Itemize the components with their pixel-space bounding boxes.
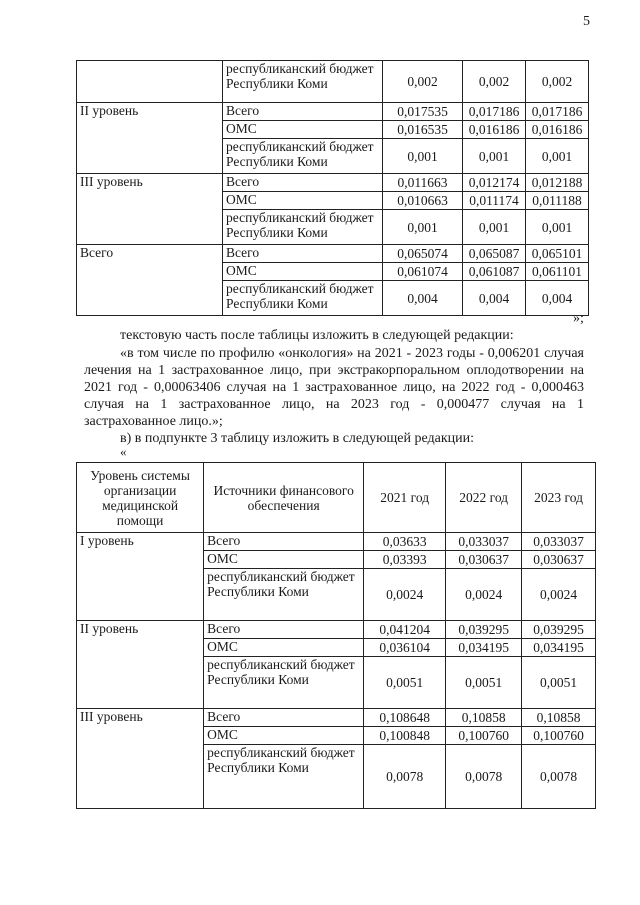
paragraph-subitem-3: в) в подпункте 3 таблицу изложить в следующей редакции:: [120, 431, 475, 446]
value-2021-cell: 0,017535: [383, 103, 463, 121]
value-2021-cell: 0,108648: [364, 709, 446, 727]
source-cell: республиканский бюджет Республики Коми: [204, 657, 364, 709]
value-2022-cell: 0,100760: [446, 727, 522, 745]
value-2022-cell: 0,0051: [446, 657, 522, 709]
value-2023-cell: 0,001: [526, 139, 589, 174]
source-cell: ОМС: [204, 639, 364, 657]
value-2023-cell: 0,017186: [526, 103, 589, 121]
value-2023-cell: 0,061101: [526, 263, 589, 281]
value-2023-cell: 0,016186: [526, 121, 589, 139]
closing-quote: »;: [573, 311, 584, 326]
table-new: [76, 462, 596, 809]
value-2023-cell: 0,0024: [522, 569, 596, 621]
value-2021-cell: 0,065074: [383, 245, 463, 263]
header-2021: 2021 год: [364, 463, 446, 533]
source-cell: республиканский бюджет Республики Коми: [223, 210, 383, 245]
value-2021-cell: 0,010663: [383, 192, 463, 210]
source-cell: ОМС: [223, 121, 383, 139]
table-row: [77, 621, 596, 639]
value-2022-cell: 0,065087: [463, 245, 526, 263]
level-cell: I уровень: [77, 533, 204, 621]
table-row: [77, 533, 596, 551]
value-2021-cell: 0,004: [383, 281, 463, 316]
level-cell: II уровень: [77, 621, 204, 709]
value-2022-cell: 0,0024: [446, 569, 522, 621]
header-source: Источники финансового обеспечения: [204, 463, 364, 533]
value-2021-cell: 0,011663: [383, 174, 463, 192]
value-2022-cell: 0,002: [463, 61, 526, 103]
source-cell: Всего: [204, 709, 364, 727]
opening-quote: «: [120, 444, 127, 459]
header-2023: 2023 год: [522, 463, 596, 533]
value-2022-cell: 0,0078: [446, 745, 522, 809]
value-2023-cell: 0,004: [526, 281, 589, 316]
value-2021-cell: 0,036104: [364, 639, 446, 657]
source-cell: ОМС: [204, 727, 364, 745]
level-cell: III уровень: [77, 174, 223, 245]
value-2022-cell: 0,033037: [446, 533, 522, 551]
value-2021-cell: 0,001: [383, 139, 463, 174]
value-2022-cell: 0,017186: [463, 103, 526, 121]
value-2021-cell: 0,002: [383, 61, 463, 103]
table-row: [77, 245, 589, 263]
value-2022-cell: 0,10858: [446, 709, 522, 727]
value-2021-cell: 0,0051: [364, 657, 446, 709]
value-2022-cell: 0,011174: [463, 192, 526, 210]
header-level: Уровень системы организации медицинской помощи: [77, 463, 204, 533]
page-number: 5: [583, 14, 590, 29]
value-2022-cell: 0,012174: [463, 174, 526, 192]
value-2023-cell: 0,065101: [526, 245, 589, 263]
header-2022: 2022 год: [446, 463, 522, 533]
value-2023-cell: 0,030637: [522, 551, 596, 569]
value-2022-cell: 0,016186: [463, 121, 526, 139]
value-2021-cell: 0,03633: [364, 533, 446, 551]
value-2023-cell: 0,0078: [522, 745, 596, 809]
level-cell: [77, 61, 223, 103]
value-2023-cell: 0,001: [526, 210, 589, 245]
value-2023-cell: 0,002: [526, 61, 589, 103]
source-cell: Всего: [204, 533, 364, 551]
source-cell: Всего: [204, 621, 364, 639]
value-2021-cell: 0,001: [383, 210, 463, 245]
table-continued: [76, 60, 589, 316]
value-2021-cell: 0,0024: [364, 569, 446, 621]
value-2023-cell: 0,039295: [522, 621, 596, 639]
table-row: [77, 61, 589, 103]
source-cell: республиканский бюджет Республики Коми: [204, 569, 364, 621]
source-cell: республиканский бюджет Республики Коми: [223, 61, 383, 103]
value-2021-cell: 0,0078: [364, 745, 446, 809]
paragraph-text-part: текстовую часть после таблицы изложить в следующей редакции:: [120, 328, 514, 343]
value-2021-cell: 0,016535: [383, 121, 463, 139]
source-cell: Всего: [223, 103, 383, 121]
value-2023-cell: 0,100760: [522, 727, 596, 745]
source-cell: Всего: [223, 174, 383, 192]
value-2023-cell: 0,011188: [526, 192, 589, 210]
table-header-row: [77, 463, 596, 533]
value-2022-cell: 0,004: [463, 281, 526, 316]
source-cell: ОМС: [223, 263, 383, 281]
level-cell: III уровень: [77, 709, 204, 809]
source-cell: ОМС: [223, 192, 383, 210]
level-cell: II уровень: [77, 103, 223, 174]
source-cell: республиканский бюджет Республики Коми: [223, 281, 383, 316]
value-2021-cell: 0,061074: [383, 263, 463, 281]
source-cell: республиканский бюджет Республики Коми: [204, 745, 364, 809]
table-row: [77, 709, 596, 727]
value-2023-cell: 0,10858: [522, 709, 596, 727]
table-row: [77, 103, 589, 121]
value-2023-cell: 0,034195: [522, 639, 596, 657]
source-cell: республиканский бюджет Республики Коми: [223, 139, 383, 174]
value-2022-cell: 0,061087: [463, 263, 526, 281]
value-2021-cell: 0,100848: [364, 727, 446, 745]
value-2023-cell: 0,012188: [526, 174, 589, 192]
value-2022-cell: 0,030637: [446, 551, 522, 569]
value-2021-cell: 0,041204: [364, 621, 446, 639]
value-2023-cell: 0,033037: [522, 533, 596, 551]
value-2022-cell: 0,001: [463, 210, 526, 245]
value-2022-cell: 0,001: [463, 139, 526, 174]
paragraph-oncology: «в том числе по профилю «онкология» на 2021 - 2023 годы - 0,006201 случая лечения на 1 застрахованное лицо, при экстракорпоральном оплодотворении на 2021 год - 0,00063406 случая на 1 застрахованное лицо, на 2022 год - 0,000463 случая на 1 застрахованное лицо, на 2023 год - 0,000477 случая на 1 застрахованное лицо.»;: [84, 346, 584, 429]
table-row: [77, 174, 589, 192]
value-2023-cell: 0,0051: [522, 657, 596, 709]
level-cell: Всего: [77, 245, 223, 316]
value-2022-cell: 0,039295: [446, 621, 522, 639]
value-2022-cell: 0,034195: [446, 639, 522, 657]
source-cell: ОМС: [204, 551, 364, 569]
value-2021-cell: 0,03393: [364, 551, 446, 569]
source-cell: Всего: [223, 245, 383, 263]
